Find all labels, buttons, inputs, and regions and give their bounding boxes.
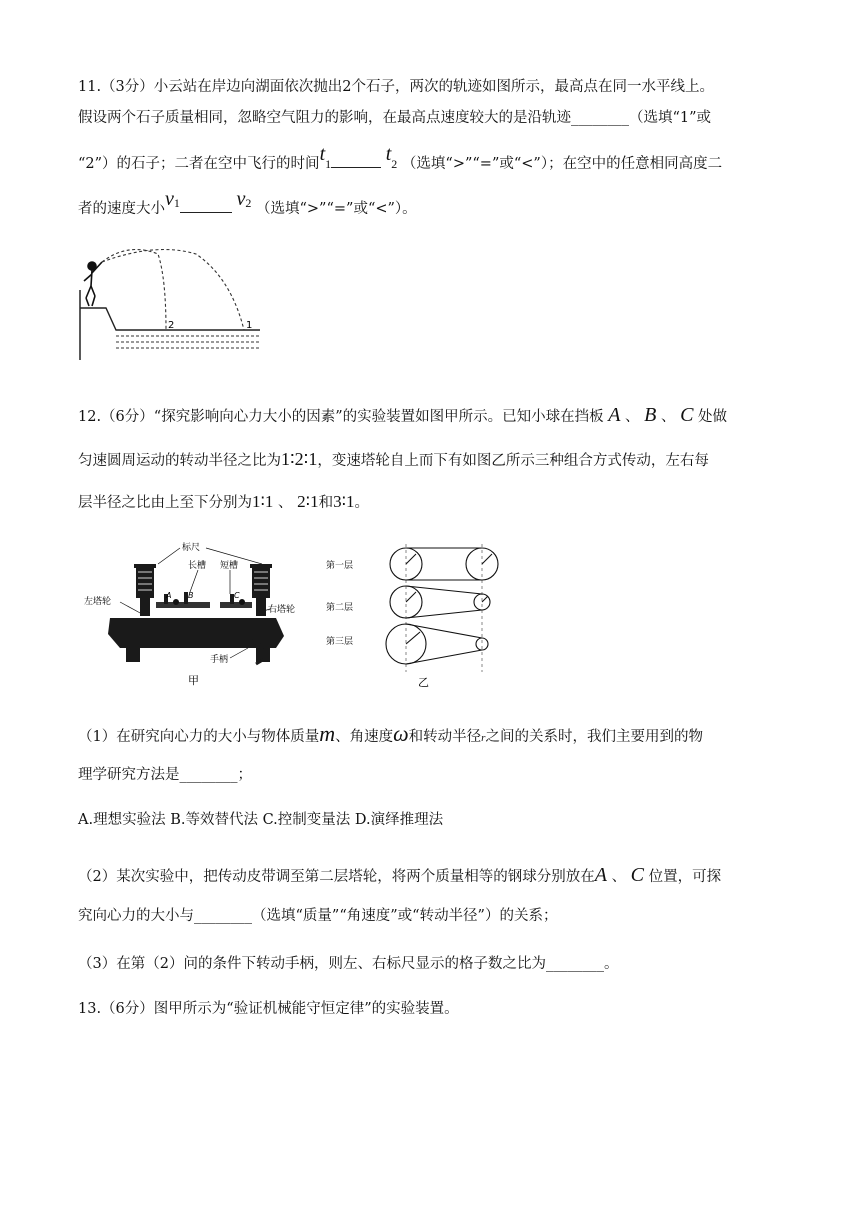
q11-line-3: [78, 143, 723, 175]
q12-line-3-text-a: 层半径之比由上至下分别为: [78, 495, 252, 511]
v1-subscript: 1: [173, 196, 180, 210]
layer-1-ratio: 1∶1: [252, 492, 274, 511]
layer-2-ratio: 2∶1: [297, 492, 319, 511]
q12-part-1-text-c: 和转动半径: [408, 729, 482, 745]
radius-symbol: r: [481, 732, 486, 744]
q12-part-2: [78, 864, 721, 888]
q12-line-1-text-a: 12.（6分）“探究影响向心力大小的因素”的实验装置如图甲所示。已知小球在挡板: [78, 409, 604, 425]
trajectory-2: [102, 250, 166, 331]
label-duancao: 短槽: [220, 561, 239, 571]
q11-line-4-text-a: 者的速度大小: [78, 201, 165, 217]
label-right-wheel: 右塔轮: [268, 605, 296, 615]
q12-part-1-text-d: 之间的关系时，我们主要用到的物: [485, 729, 703, 745]
layer-1-label: 第一层: [326, 561, 354, 571]
v2-symbol: v: [236, 188, 246, 210]
pulley-layer-3: [386, 624, 488, 664]
v1-symbol: v: [165, 188, 174, 210]
q12-separator-1: 、: [625, 409, 640, 425]
q12-separator-3: 、: [278, 495, 293, 511]
q11-blank-time[interactable]: [331, 153, 381, 168]
position-c: C: [630, 864, 645, 886]
q11-line-4-text-b: （选填“>”“=”或“<”）。: [256, 201, 417, 217]
q12-line-3: [78, 491, 369, 514]
baffle-b: B: [644, 404, 657, 426]
figure-yi-caption: 乙: [418, 676, 429, 689]
apparatus-label-b: B: [188, 591, 194, 600]
q11-line-1: 11.（3分）小云站在岸边向湖面依次抛出2个石子，两次的轨迹如图所示，最高点在同一水平线上。: [78, 79, 715, 95]
q12-line-1-text-b: 处做: [698, 409, 728, 425]
layer-3-ratio: 3∶1: [333, 492, 355, 511]
q12-part-3: （3）在第（2）问的条件下转动手柄，则左、右标尺显示的格子数之比为________。: [78, 956, 619, 972]
q12-separator-4: 、: [611, 869, 627, 885]
q12-separator-2: 、: [660, 409, 676, 425]
q12-line-1: [78, 404, 727, 428]
apparatus-figure-jia: [80, 536, 306, 688]
radius-ratio-abc: 1∶2∶1: [281, 449, 318, 469]
q12-part-1-line-2: 理学研究方法是________；: [78, 767, 252, 783]
short-slot: [220, 602, 252, 608]
q11-line-3-text-a: “2”）的石子；二者在空中飞行的时间: [78, 156, 320, 172]
trajectory-2-label: 2: [168, 320, 175, 331]
t1-symbol: t: [319, 143, 326, 165]
position-a: A: [594, 864, 607, 886]
apparatus-label-c: C: [234, 591, 240, 600]
label-left-wheel: 左塔轮: [84, 597, 112, 607]
omega-symbol: ω: [393, 721, 409, 746]
figure-jia-caption: 甲: [188, 674, 199, 687]
t2-subscript: 2: [391, 157, 398, 171]
q11-line-2: 假设两个石子质量相同，忽略空气阻力的影响，在最高点速度较大的是沿轨迹________（选填“1”或: [78, 110, 712, 126]
trajectory-1-label: 1: [246, 320, 253, 331]
mass-symbol: m: [319, 721, 336, 746]
q11-blank-speed[interactable]: [180, 198, 232, 213]
q12-options: A.理想实验法 B.等效替代法 C.控制变量法 D.演绎推理法: [78, 812, 444, 828]
q12-line-2: [78, 448, 709, 472]
apparatus-label-a: A: [166, 591, 172, 600]
pulley-figure-yi: [322, 540, 528, 690]
q12-part-1-text-a: （1）在研究向心力的大小与物体质量: [78, 729, 320, 745]
q11-trajectory-figure: [76, 248, 266, 364]
layer-2-label: 第二层: [326, 603, 354, 613]
t1-subscript: 1: [325, 157, 332, 171]
label-changcao: 长槽: [188, 561, 207, 571]
q12-and: 和: [318, 495, 334, 511]
trajectory-1: [102, 250, 244, 331]
layer-3-label: 第三层: [326, 637, 354, 647]
v2-subscript: 2: [245, 196, 252, 210]
water-surface: [116, 336, 260, 348]
thrower-figure: [84, 262, 102, 306]
q11-line-4: [78, 188, 417, 220]
q12-part-1-text-b: 、角速度: [335, 729, 394, 745]
q12-part-2-text-b: 位置，可探: [648, 869, 722, 885]
baffle-c: C: [680, 404, 694, 426]
q12-part-1: [78, 723, 703, 749]
q12-line-2-text-b: ，变速塔轮自上而下有如图乙所示三种组合方式传动，左右每: [317, 453, 709, 469]
t2-symbol: t: [385, 143, 392, 165]
q13-line-1: 13.（6分）图甲所示为“验证机械能守恒定律”的实验装置。: [78, 1001, 459, 1017]
baffle-a: A: [608, 404, 621, 426]
q12-part-2-text-a: （2）某次实验中，把传动皮带调至第二层塔轮，将两个质量相等的钢球分别放在: [78, 869, 595, 885]
q12-part-2-line-2: 究向心力的大小与________（选填“质量”“角速度”或“转动半径”）的关系；: [78, 908, 558, 924]
q11-line-3-text-b: （选填“>”“=”或“<”）；在空中的任意相同高度二: [401, 156, 723, 172]
label-biaochi: 标尺: [182, 543, 201, 553]
label-handle: 手柄: [210, 655, 229, 665]
q12-line-3-end: 。: [354, 495, 370, 511]
q12-line-2-text-a: 匀速圆周运动的转动半径之比为: [78, 453, 281, 469]
pulley-layer-2: [390, 586, 490, 618]
